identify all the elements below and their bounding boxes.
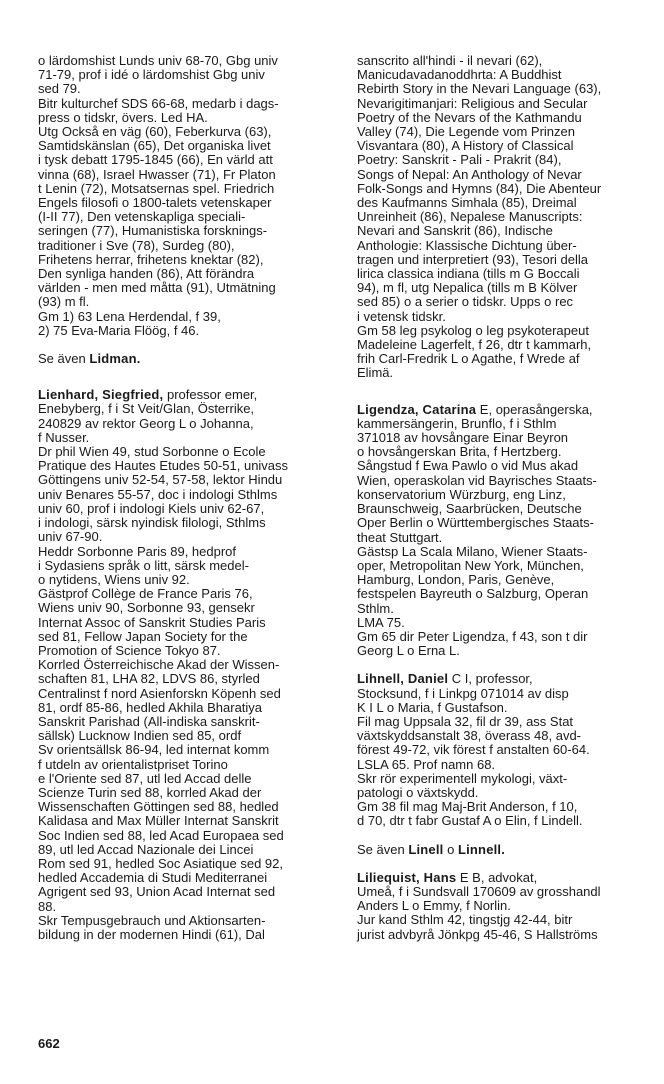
continued-entry-text: sanscrito all'hindi - il nevari (62), Manicudavadanoddhrta: A Buddhist Rebirth Story in the Nevari Language (63), Nevarigitimanjari: Religious and Secular Poetry of the Nevars of the Kathmandu Valley (74), Die Legende vom Prinzen Visvantara (80), A History of Classical Poetry: Sanskrit - Pali - Prakrit (84), Songs of Nepal: An Anthology of Nevar Folk-Songs and Hymns (84), Die Abenteur des Kaufmanns Simhala (85), Dreimal Unreinheit (86), Nepalese Manuscripts: Nevari and Sanskrit (86), Indische Anthologie: Klassische Dichtung über- tragen und interpretiert (93), Tesori della lirica classica indiana (tills m G Boccali 94), m fl, utg Nepalica (tills m B Kölver sed 85) o a serier o tidskr. Upps o rec i vetensk tidskr. Gm 58 leg psykolog o leg psykoterapeut Madeleine Lagerfelt, f 26, dtr t kammarh, frih Carl-Fredrik L o Agathe, f Wrede af Elimä. [357, 53, 602, 381]
entry-body: professor emer, Enebyberg, f i St Veit/Glan, Österrike, 240829 av rektor Georg L o Johanna, f Nusser. Dr phil Wien 49, stud Sorbonne o Ecole Pratique des Hautes Etudes 50-51, univass Göttingens univ 52-54, 57-58, lektor Hindu univ Benares 55-57, doc i indologi Sthlms univ 60, prof i indologi Kiels univ 62-67, i indologi, särsk nyindisk filologi, Sthlms univ 67-90. Heddr Sorbonne Paris 89, hedprof i Sydasiens språk o litt, särsk medel- o nytidens, Wiens univ 92. Gästprof Collège de France Paris 76, Wiens univ 90, Sorbonne 93, gensekr Internat Assoc of Sanskrit Studies Paris sed 81, Fellow Japan Society for the Promotion of Science Tokyo 87. Korrled Österreichische Akad der Wissen- schaften 81, LHA 82, LDVS 86, styrled Centralinst f nord Asienforskn Köpenh sed 81, ordf 85-86, hedled Akhila Bharatiya Sanskrit Parishad (All-indiska sanskrit- sällsk) Lucknow Indien sed 85, ordf Sv orientsällsk 86-94, led internat komm f utdeln av orientalistpriset Torino e l'Oriente sed 87, utl led Accad delle Scienze Turin sed 88, korrled Akad der Wissenschaften Göttingen sed 88, hedled Kalidasa and Max Müller Internat Sanskrit Soc Indien sed 88, led Acad Europaea sed 89, utl led Accad Nazionale dei Lincei Rom sed 91, hedled Soc Asiatique sed 92, hedled Accademia di Studi Mediterranei Agrigent sed 93, Union Acad Internat sed 88. Skr Tempusgebrauch und Aktionsarten- bildung in der modernen Hindi (61), Dal [38, 387, 289, 942]
see-also-conjunction: o [443, 841, 458, 857]
entry-headword: Ligendza, Catarina [357, 401, 477, 417]
entry-headword: Lienhard, Siegfried, [38, 387, 164, 403]
entry-lihnell [357, 672, 657, 828]
entry-body: E, operasångerska, kammersängerin, Brunflo, f i Sthlm 371018 av hovsångare Einar Beyron o hovsångerskan Brita, f Hertzberg. Sångstud f Ewa Pawlo o vid Mus akad Wien, operaskolan vid Bayrisches Staats- konservatorium Würzburg, eng Linz, Braunschweig, Saarbrücken, Deutsche Oper Berlin o Württembergisches Staats- theat Stuttgart. Gästsp La Scala Milano, Wiener Staats- oper, Metropolitan New York, München, Hamburg, London, Paris, Genève, festspelen Bayreuth o Salzburg, Operan Sthlm. LMA 75. Gm 65 dir Peter Ligendza, f 43, son t dir Georg L o Erna L. [357, 401, 597, 659]
left-column [38, 54, 336, 942]
see-also-prefix: Se även [38, 351, 90, 367]
page-number: 662 [38, 1036, 60, 1051]
see-also-name: Linnell. [457, 841, 506, 857]
see-also-reference [357, 843, 657, 857]
entry-body: C I, professor, Stocksund, f i Linkpg 071014 av disp K I L o Maria, f Gustafson. Fil mag Uppsala 32, fil dr 39, ass Stat växtskyddsanstalt 38, överass 48, avd- förest 49-72, vik förest f anstalten 60-64. LSLA 65. Prof namn 68. Skr rör experimentell mykologi, växt- patologi o växtskydd. Gm 38 fil mag Maj-Brit Anderson, f 10, d 70, dtr t fabr Gustaf A o Elin, f Lindell. [357, 671, 590, 829]
entry-liliequist [357, 871, 657, 942]
entry-headword: Lihnell, Daniel [357, 671, 449, 687]
see-also-name: Linell [408, 841, 444, 857]
entry-body: E B, advokat, Umeå, f i Sundsvall 170609 av grosshandl Anders L o Emmy, f Norlin. Jur kand Sthlm 42, tingstjg 42-44, bitr jurist advbyrå Jönkpg 45-46, S Hallströms [357, 869, 601, 942]
entry-headword: Liliequist, Hans [357, 869, 457, 885]
right-column [357, 54, 657, 942]
continued-entry-text: o lärdomshist Lunds univ 68-70, Gbg univ 71-79, prof i idé o lärdomshist Gbg univ sed 79. Bitr kulturchef SDS 66-68, medarb i dags- press o tidskr, övers. Led HA. Utg Också en väg (60), Feberkurva (63), Samtidskänslan (65), Det organiska livet i tysk debatt 1795-1845 (66), En värld att vinna (68), Israel Hwasser (71), Fr Platon t Lenin (72), Motsatsernas spel. Friedrich Engels filosofi o 1800-talets vetenskaper (I-II 77), Den vetenskapliga speciali- seringen (77), Humanistiska forsknings- traditioner i Sve (78), Surdeg (80), Frihetens herrar, frihetens knektar (82), Den synliga handen (86), Att förändra världen - men med måtta (91), Utmätning (93) m fl. Gm 1) 63 Lena Herdendal, f 39, 2) 75 Eva-Maria Flöög, f 46. [38, 53, 279, 338]
see-also-name: Lidman. [89, 351, 141, 367]
see-also-prefix: Se även [357, 841, 409, 857]
entry-lienhard [38, 388, 336, 942]
see-also-reference [38, 352, 336, 366]
entry-ligendza [357, 403, 657, 659]
